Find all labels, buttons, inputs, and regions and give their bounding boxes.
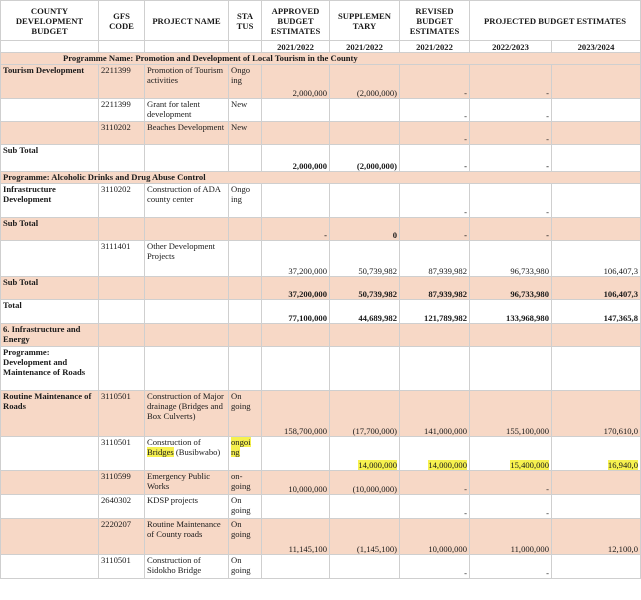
project-cell: KDSP projects [145,495,229,519]
approved-cell: 10,000,000 [262,471,330,495]
table-row [1,555,641,579]
total-row [1,300,641,324]
budget-cell [1,495,99,519]
subtotal-row [1,277,641,300]
table-row [1,437,641,471]
gfs-cell: 3110202 [99,184,145,218]
status-cell: On going [229,495,262,519]
projected-1-cell: - [470,99,552,122]
approved-cell: 37,200,000 [262,241,330,277]
gfs-cell: 3110202 [99,122,145,145]
revised-cell: 10,000,000 [400,519,470,555]
revised-cell: - [400,184,470,218]
revised-cell: - [400,122,470,145]
status-cell: On going [229,391,262,437]
subtotal-row [1,218,641,241]
projected-1-cell: 133,968,980 [470,300,552,324]
highlighted-value: 14,000,000 [358,460,397,470]
supplementary-cell: 0 [330,218,400,241]
year-row [1,41,641,53]
projected-2-cell [552,65,641,99]
header-gfs-code: GFS CODE [99,1,145,41]
projected-1-cell: 96,733,980 [470,241,552,277]
revised-cell: 87,939,982 [400,241,470,277]
header-supplementary: SUPPLEMEN TARY [330,1,400,41]
year-projected-2: 2023/2024 [552,41,641,53]
highlighted-value: 15,400,000 [510,460,549,470]
programme-title: Programme: Alcoholic Drinks and Drug Abuse Control [1,172,641,184]
projected-1-cell: - [470,495,552,519]
project-cell: Other Development Projects [145,241,229,277]
gfs-cell: 2211399 [99,65,145,99]
revised-cell: - [400,555,470,579]
supplementary-cell [330,99,400,122]
supplementary-cell: (10,000,000) [330,471,400,495]
supplementary-cell: 50,739,982 [330,241,400,277]
gfs-cell: 3110501 [99,391,145,437]
project-cell: Construction of Sidokho Bridge [145,555,229,579]
programme-title: Programme Name: Promotion and Development of Local Tourism in the County [1,53,641,65]
gfs-cell: 2640302 [99,495,145,519]
project-cell: Promotion of Tourism activities [145,65,229,99]
projected-1-cell: - [470,184,552,218]
year-revised: 2021/2022 [400,41,470,53]
revised-cell: 141,000,000 [400,391,470,437]
approved-cell: 77,100,000 [262,300,330,324]
status-cell: Ongo ing [229,184,262,218]
approved-cell: 11,145,100 [262,519,330,555]
header-status: STA TUS [229,1,262,41]
subtotal-label: Sub Total [1,218,99,241]
header-revised: REVISED BUDGET ESTIMATES [400,1,470,41]
approved-cell [262,555,330,579]
programme-row [1,347,641,391]
header-county-budget: COUNTY DEVELOPMENT BUDGET [1,1,99,41]
projected-1-cell: - [470,555,552,579]
supplementary-cell: (2,000,000) [330,65,400,99]
gfs-cell: 3110501 [99,437,145,471]
projected-2-cell: 106,407,3 [552,277,641,300]
supplementary-cell: 50,739,982 [330,277,400,300]
subtotal-row [1,145,641,172]
header-approved: APPROVED BUDGET ESTIMATES [262,1,330,41]
projected-1-cell: - [470,122,552,145]
gfs-cell: 3110599 [99,471,145,495]
projected-1-cell: - [470,218,552,241]
project-cell: Construction of Major drainage (Bridges and Box Culverts) [145,391,229,437]
table-row [1,495,641,519]
projected-1-cell: - [470,65,552,99]
budget-cell [1,99,99,122]
projected-2-cell [552,555,641,579]
highlighted-value: 14,000,000 [428,460,467,470]
approved-cell [262,122,330,145]
header-row [1,1,641,41]
budget-cell: Tourism Development [1,65,99,99]
project-cell: Grant for talent development [145,99,229,122]
highlighted-value: 16,940,0 [607,460,638,470]
projected-2-cell: 147,365,8 [552,300,641,324]
gfs-cell: 3110501 [99,555,145,579]
budget-cell [1,122,99,145]
projected-1-cell: - [470,471,552,495]
revised-cell: 121,789,982 [400,300,470,324]
programme-title: Programme: Development and Maintenance of Roads [1,347,99,391]
projected-2-cell [552,184,641,218]
revised-cell: - [400,471,470,495]
table-row [1,519,641,555]
table-row [1,65,641,99]
revised-cell: - [400,99,470,122]
project-cell: Emergency Public Works [145,471,229,495]
budget-cell [1,471,99,495]
supplementary-cell [330,122,400,145]
highlighted-status: ongoi ng [231,437,251,457]
total-label: Total [1,300,99,324]
projected-2-cell [552,495,641,519]
revised-cell: - [400,495,470,519]
table-row [1,471,641,495]
supplementary-cell: (1,145,100) [330,519,400,555]
status-cell: Ongo ing [229,65,262,99]
revised-cell: - [400,218,470,241]
approved-cell: 37,200,000 [262,277,330,300]
status-cell: On going [229,519,262,555]
supplementary-cell [330,495,400,519]
programme-title-row [1,53,641,65]
highlighted-text: Bridges [147,447,174,457]
section-row [1,324,641,347]
projected-2-cell: 106,407,3 [552,241,641,277]
approved-cell [262,495,330,519]
status-cell [229,241,262,277]
gfs-cell: 2220207 [99,519,145,555]
section-title: 6. Infrastructure and Energy [1,324,99,347]
revised-cell: 87,939,982 [400,277,470,300]
approved-cell [262,99,330,122]
approved-cell [262,184,330,218]
table-row [1,184,641,218]
budget-cell: Routine Maintenance of Roads [1,391,99,437]
projected-2-cell [552,122,641,145]
approved-cell [262,437,330,471]
supplementary-cell [330,555,400,579]
project-cell: Construction of Bridges (Busibwabo) [145,437,229,471]
projected-2-cell [552,471,641,495]
supplementary-cell [330,184,400,218]
project-cell: Routine Maintenance of County roads [145,519,229,555]
gfs-cell: 2211399 [99,99,145,122]
table-row [1,122,641,145]
projected-1-cell: 155,100,000 [470,391,552,437]
project-cell: Beaches Development [145,122,229,145]
year-supplementary: 2021/2022 [330,41,400,53]
approved-cell: 2,000,000 [262,65,330,99]
header-project-name: PROJECT NAME [145,1,229,41]
supplementary-cell: 44,689,982 [330,300,400,324]
budget-cell: Infrastructure Development [1,184,99,218]
status-cell [229,437,262,471]
subtotal-label: Sub Total [1,145,99,172]
projected-2-cell: 12,100,0 [552,519,641,555]
approved-cell: 158,700,000 [262,391,330,437]
projected-1-cell [470,437,552,471]
header-projected: PROJECTED BUDGET ESTIMATES [470,1,641,41]
projected-2-cell [552,437,641,471]
table-row [1,391,641,437]
table-row [1,99,641,122]
status-cell: New [229,122,262,145]
supplementary-cell: (2,000,000) [330,145,400,172]
revised-cell: - [400,145,470,172]
programme-title-row [1,172,641,184]
approved-cell: - [262,218,330,241]
projected-2-cell [552,99,641,122]
budget-cell [1,555,99,579]
status-cell: on-going [229,471,262,495]
budget-cell [1,519,99,555]
budget-cell [1,437,99,471]
projected-1-cell: - [470,145,552,172]
projected-2-cell: 170,610,0 [552,391,641,437]
status-cell: New [229,99,262,122]
gfs-cell: 3111401 [99,241,145,277]
project-cell: Construction of ADA county center [145,184,229,218]
projected-2-cell [552,145,641,172]
status-cell: On going [229,555,262,579]
budget-cell [1,241,99,277]
year-projected-1: 2022/2023 [470,41,552,53]
supplementary-cell: (17,700,000) [330,391,400,437]
projected-1-cell: 11,000,000 [470,519,552,555]
revised-cell [400,437,470,471]
revised-cell: - [400,65,470,99]
supplementary-cell [330,437,400,471]
projected-1-cell: 96,733,980 [470,277,552,300]
table-row [1,241,641,277]
subtotal-label: Sub Total [1,277,99,300]
projected-2-cell [552,218,641,241]
year-approved: 2021/2022 [262,41,330,53]
approved-cell: 2,000,000 [262,145,330,172]
